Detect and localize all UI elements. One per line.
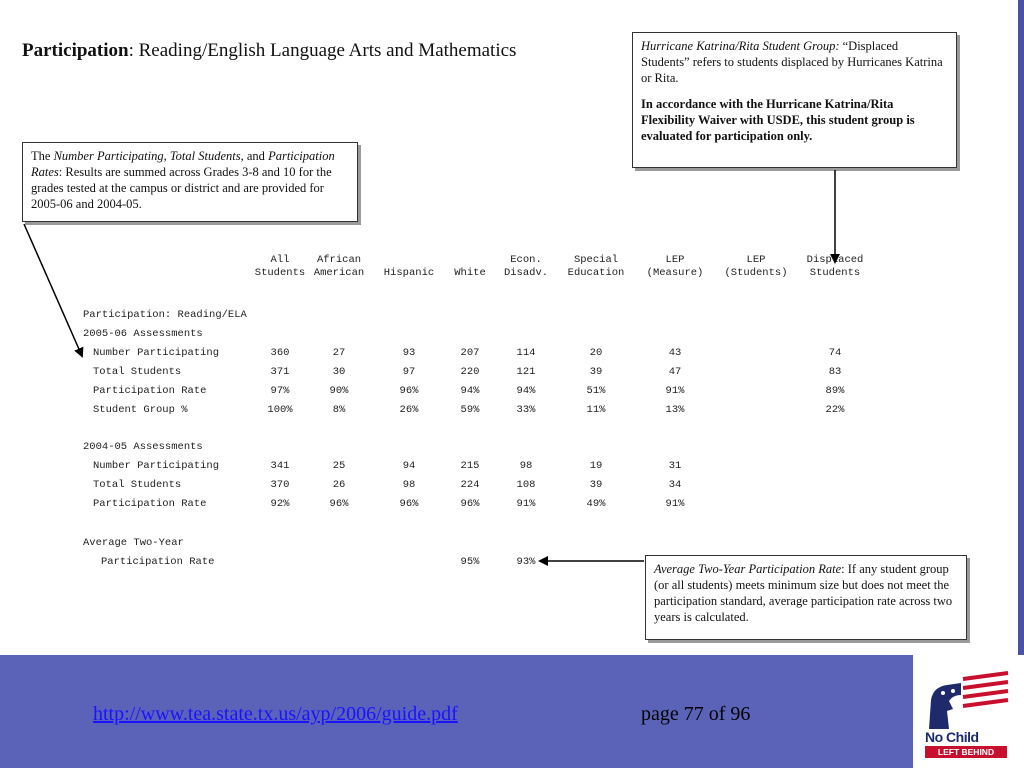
column-header-line2: (Measure)	[646, 267, 704, 279]
table-cell: 94%	[460, 385, 480, 397]
table-cell: 371	[270, 366, 290, 378]
table-cell: 92%	[270, 498, 290, 510]
table-cell: 27	[332, 347, 346, 359]
table-cell: 39	[589, 366, 603, 378]
row-label: Student Group %	[93, 404, 188, 416]
table-cell: 360	[270, 347, 290, 359]
table-cell: 25	[332, 460, 346, 472]
table-cell: 93%	[516, 556, 536, 568]
column-header-line2: Education	[567, 267, 625, 279]
callout-number-participating	[22, 142, 358, 222]
column-header-line2: American	[313, 267, 365, 279]
note-text: : Results are summed across Grades 3-8 and 10 for the grades tested at the campus or district and are provided for 2005-06 and 2004-05.	[31, 165, 332, 211]
column-header	[631, 254, 719, 280]
table-cell: 97	[402, 366, 416, 378]
column-header-line1: All	[270, 254, 290, 266]
table-cell: 26	[332, 479, 346, 491]
table-cell: 43	[668, 347, 682, 359]
title-bold: Participation	[22, 40, 129, 61]
note-text: “Displaced Students” refers to students displaced by Hurricanes Katrina or Rita.	[641, 39, 943, 85]
row-label: Number Participating	[93, 347, 220, 359]
table-cell: 89%	[825, 385, 845, 397]
column-header-line1: Special	[573, 254, 619, 266]
table-cell: 26%	[399, 404, 419, 416]
row-label: Number Participating	[93, 460, 220, 472]
table-cell: 91%	[665, 498, 685, 510]
table-cell: 39	[589, 479, 603, 491]
arrow-left	[24, 224, 82, 356]
column-header	[791, 254, 879, 280]
avg-label-2: Participation Rate	[101, 556, 215, 568]
row-label: Participation Rate	[93, 385, 207, 397]
column-header-line2: (Students)	[724, 267, 788, 279]
table-cell: 8%	[332, 404, 346, 416]
table-cell: 74	[828, 347, 842, 359]
row-label: Total Students	[93, 366, 182, 378]
column-header-line2: Students	[809, 267, 861, 279]
table-cell: 90%	[329, 385, 349, 397]
table-cell: 220	[460, 366, 480, 378]
callout-hurricane-group	[632, 32, 957, 168]
column-header-line2: Disadv.	[503, 267, 549, 279]
table-cell: 91%	[665, 385, 685, 397]
title-rest: : Reading/English Language Arts and Mathematics	[128, 40, 517, 61]
table-cell: 49%	[586, 498, 606, 510]
table-cell: 93	[402, 347, 416, 359]
flag-figure-icon	[913, 655, 1024, 730]
table-cell: 96%	[399, 385, 419, 397]
table-cell: 341	[270, 460, 290, 472]
logo-line2: LEFT BEHIND	[925, 746, 1007, 758]
table-cell: 108	[516, 479, 536, 491]
note-text: The	[31, 149, 54, 163]
column-header-line2: Hispanic	[383, 267, 435, 279]
table-cell: 33%	[516, 404, 536, 416]
table-cell: 31	[668, 460, 682, 472]
avg-label-1: Average Two-Year	[83, 537, 184, 549]
table-cell: 114	[516, 347, 536, 359]
table-cell: 22%	[825, 404, 845, 416]
note-text: : If any student group (or all students) meets minimum size but does not meet the participation standard, average participation rate across two years is calculated.	[654, 562, 953, 624]
table-cell: 94%	[516, 385, 536, 397]
year-label-2005: 2004-05 Assessments	[83, 441, 203, 453]
table-cell: 94	[402, 460, 416, 472]
table-cell: 47	[668, 366, 682, 378]
table-cell: 215	[460, 460, 480, 472]
logo-line1: No Child	[925, 729, 979, 745]
column-header-line2: White	[454, 267, 486, 279]
table-cell: 96%	[329, 498, 349, 510]
table-cell: 19	[589, 460, 603, 472]
table-cell: 91%	[516, 498, 536, 510]
table-cell: 207	[460, 347, 480, 359]
column-header-line2: Students	[254, 267, 306, 279]
note-italic: Participation Rates	[31, 149, 335, 179]
table-cell: 98	[402, 479, 416, 491]
row-label: Total Students	[93, 479, 182, 491]
column-header	[712, 254, 800, 280]
callout-average-two-year	[645, 555, 967, 640]
table-cell: 34	[668, 479, 682, 491]
note-text: and	[243, 149, 269, 163]
column-header-line1: Displaced	[806, 254, 864, 266]
column-header	[552, 254, 640, 280]
right-edge-bar	[1018, 0, 1024, 655]
table-cell: 13%	[665, 404, 685, 416]
column-header-line1: African	[316, 254, 362, 266]
table-cell: 95%	[460, 556, 480, 568]
guide-pdf-link[interactable]: http://www.tea.state.tx.us/ayp/2006/guide.pdf	[93, 703, 458, 725]
table-cell: 121	[516, 366, 536, 378]
page-indicator: page 77 of 96	[641, 703, 751, 725]
note-italic: Average Two-Year Participation Rate	[654, 562, 842, 576]
column-header-line1: Econ.	[510, 254, 542, 266]
row-label: Participation Rate	[93, 498, 207, 510]
page-title	[22, 40, 516, 62]
column-header-line1: LEP	[746, 254, 766, 266]
table-cell: 20	[589, 347, 603, 359]
note-italic: Hurricane Katrina/Rita Student Group:	[641, 39, 840, 53]
table-cell: 83	[828, 366, 842, 378]
table-cell: 370	[270, 479, 290, 491]
table-cell: 59%	[460, 404, 480, 416]
table-cell: 30	[332, 366, 346, 378]
table-cell: 11%	[586, 404, 606, 416]
column-header-line1: LEP	[665, 254, 685, 266]
note-bold: In accordance with the Hurricane Katrina/Rita Flexibility Waiver with USDE, this student group is evaluated for participation only.	[641, 97, 915, 143]
table-cell: 224	[460, 479, 480, 491]
table-cell: 97%	[270, 385, 290, 397]
table-cell: 51%	[586, 385, 606, 397]
section-title: Participation: Reading/ELA	[83, 309, 247, 321]
table-cell: 98	[519, 460, 533, 472]
table-cell: 96%	[460, 498, 480, 510]
table-cell: 96%	[399, 498, 419, 510]
note-italic: Number Participating, Total Students,	[53, 149, 244, 163]
table-cell: 100%	[267, 404, 293, 416]
year-label-2006: 2005-06 Assessments	[83, 328, 203, 340]
